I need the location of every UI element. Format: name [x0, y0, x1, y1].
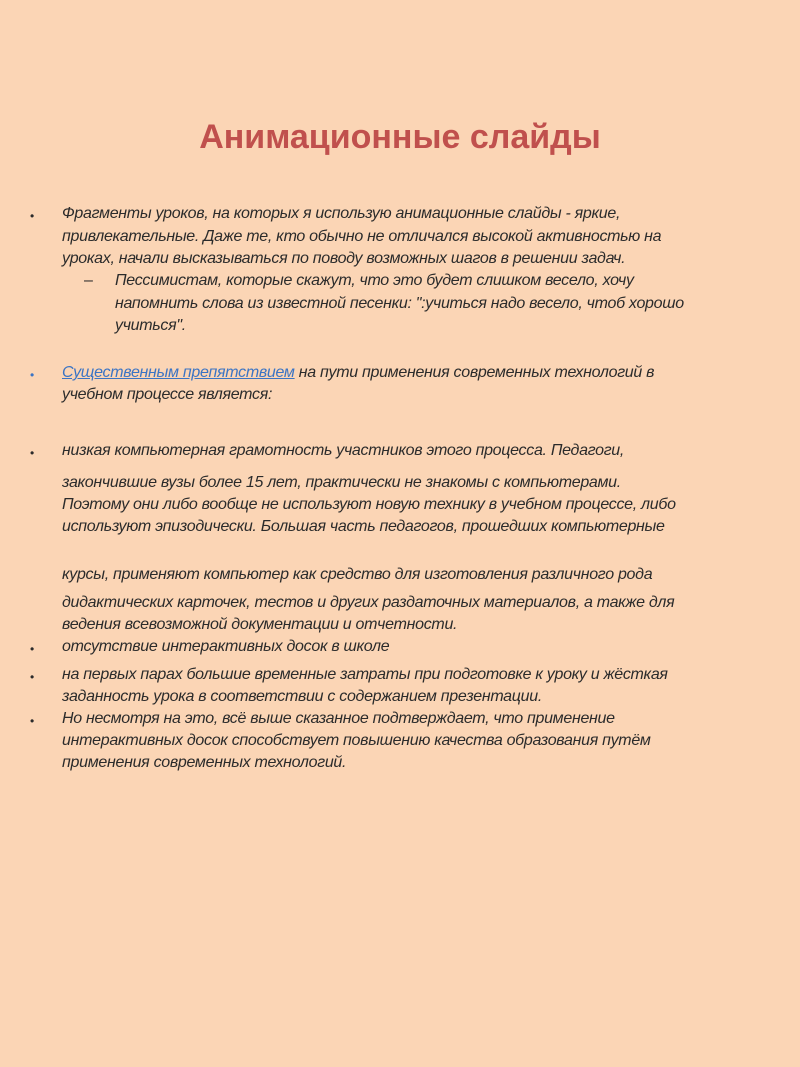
bullet: • [30, 714, 35, 728]
text-span: на пути применения современных технологий в [294, 364, 655, 381]
text-line: низкая компьютерная грамотность участников этого процесса. Педагоги, [62, 442, 625, 459]
text-line: Пессимистам, которые скажут, что это будет слишком весело, хочу [115, 272, 634, 289]
obstacle-link[interactable]: Существенным препятствием [62, 364, 295, 381]
text-line: уроках, начали высказываться по поводу возможных шагов в решении задач. [62, 250, 626, 267]
text-line: учиться". [115, 317, 186, 334]
bullet: • [30, 642, 35, 656]
text-line: заданность урока в соответствии с содержанием презентации. [62, 688, 542, 705]
text-line: дидактических карточек, тестов и других раздаточных материалов, а также для [62, 594, 675, 611]
text-line: Фрагменты уроков, на которых я использую анимационные слайды - яркие, [62, 205, 621, 222]
text-line: напомнить слова из известной песенки: ":учиться надо весело, чтоб хорошо [115, 295, 684, 312]
text-line: применения современных технологий. [62, 754, 347, 771]
text-line: ведения всевозможной документации и отчетности. [62, 616, 458, 633]
text-line: Поэтому они либо вообще не используют новую технику в учебном процессе, либо [62, 496, 676, 513]
text-line: привлекательные. Даже те, кто обычно не отличался высокой активностью на [62, 228, 662, 245]
bullet: • [30, 670, 35, 684]
bullet: • [30, 209, 35, 223]
text-line: учебном процессе является: [62, 386, 273, 403]
text-line: отсутствие интерактивных досок в школе [62, 638, 390, 655]
bullet: • [30, 368, 35, 382]
text-line: интерактивных досок способствует повышению качества образования путём [62, 732, 651, 749]
bullet: • [30, 446, 35, 460]
text-line: курсы, применяют компьютер как средство для изготовления различного рода [62, 566, 653, 583]
text-line: на первых парах большие временные затраты при подготовке к уроку и жёсткая [62, 666, 668, 683]
text-line [62, 364, 654, 382]
text-line: Но несмотря на это, всё выше сказанное подтверждает, что применение [62, 710, 615, 727]
text-line: закончившие вузы более 15 лет, практически не знакомы с компьютерами. [62, 474, 621, 491]
dash: – [84, 272, 93, 289]
text-line: используют эпизодически. Большая часть педагогов, прошедших компьютерные [62, 518, 665, 535]
slide-title: Анимационные слайды [199, 118, 601, 156]
